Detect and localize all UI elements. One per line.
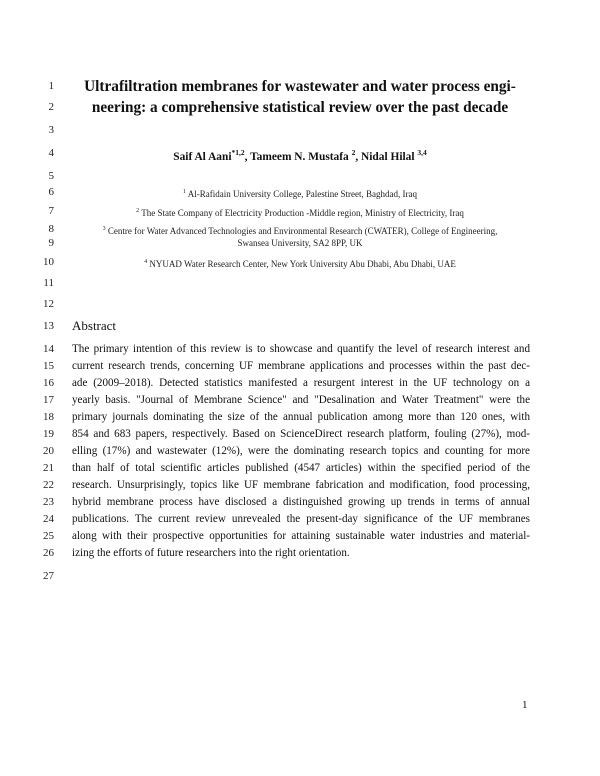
line-number: 13: [43, 320, 54, 332]
line-number: 12: [43, 298, 54, 310]
line-number: 15: [43, 360, 54, 372]
line-number: 23: [43, 496, 54, 508]
author-name: Saif Al Aani: [173, 150, 232, 163]
line-number: 21: [43, 462, 54, 474]
abstract-heading: Abstract: [72, 318, 117, 333]
line-number: 7: [48, 205, 54, 217]
abstract-line: elling (17%) and wastewater (12%), were the dominating research topics and counting for more: [72, 445, 530, 457]
line-number: 6: [48, 186, 54, 198]
affiliation-2: $^2$ The State Company of Electricity Production -Middle region, Ministry of Electricity, Iraq: [136, 208, 464, 218]
abstract-line: ade (2009–2018). Detected statistics manifested a resurgent interest in the UF technology on a: [72, 377, 530, 389]
line-number: 1: [48, 80, 54, 92]
abstract-line: hybrid membrane process have disclosed a distinguished growing up trends in terms of annual: [72, 496, 530, 508]
abstract-line: along with their prospective opportunities for attaining sustainable water industries and material-: [72, 530, 530, 542]
author-affiliation-mark: *1,2: [231, 148, 245, 157]
abstract-line: 854 and 683 papers, respectively. Based on ScienceDirect research platform, fouling (27%), mod-: [72, 428, 530, 440]
affiliation-4: $^4$ NYUAD Water Research Center, New York University Abu Dhabi, Abu Dhabi, UAE: [144, 259, 456, 269]
line-number: 11: [43, 277, 54, 289]
affiliation-3: $^3$ Centre for Water Advanced Technologies and Environmental Research (CWATER), College of Engineering,: [102, 226, 498, 236]
line-number: 22: [43, 479, 54, 491]
line-number: 26: [43, 547, 54, 559]
line-number: 18: [43, 411, 54, 423]
line-number: 19: [43, 428, 54, 440]
line-number: 25: [43, 530, 54, 542]
affiliation-3-continued: Swansea University, SA2 8PP, UK: [237, 238, 363, 248]
paper-title-line-2: neering: a comprehensive statistical review over the past decade: [91, 99, 509, 116]
abstract-line: primary journals dominating the size of the annual publication among more than 120 ones, with: [72, 411, 530, 423]
line-number: 9: [48, 237, 54, 249]
abstract-line: yearly basis. "Journal of Membrane Science" and "Desalination and Water Treatment" were the: [72, 394, 530, 406]
abstract-line: than half of total scientific articles published (4547 articles) within the specified period of the: [72, 462, 530, 474]
author-affiliation-mark: 3,4: [417, 148, 427, 157]
abstract-line: research. Unsurprisingly, topics like UF membrane fabrication and modification, food processing,: [72, 479, 530, 491]
author-affiliation-mark: 2: [351, 148, 356, 157]
line-number: 4: [48, 147, 54, 159]
line-number: 17: [43, 394, 54, 406]
line-number: 20: [43, 445, 54, 457]
line-number: 2: [48, 101, 54, 113]
page-number: 1: [522, 699, 528, 711]
line-number: 27: [43, 570, 54, 582]
line-number: 8: [48, 223, 54, 235]
abstract-line: publications. The current review unrevealed the present-day significance of the UF membranes: [72, 513, 530, 525]
line-number: 10: [43, 256, 54, 268]
line-number: 16: [43, 377, 54, 389]
line-number: 5: [48, 170, 54, 182]
affiliation-1: $^1$ Al-Rafidain University College, Palestine Street, Baghdad, Iraq: [183, 189, 417, 199]
line-number: 14: [43, 343, 54, 355]
abstract-line: izing the efforts of future researchers into the right orientation.: [72, 547, 350, 559]
line-number: 24: [43, 513, 54, 525]
author-name: Tameem N. Mustafa: [250, 150, 352, 163]
line-number: 3: [48, 124, 54, 136]
author-name: Nidal Hilal: [361, 150, 418, 163]
author-list: Saif Al Aani$^{*1,2}$, Tameem N. Mustafa $^2$, Nidal Hilal $^{3,4}$: [173, 148, 427, 163]
abstract-line: The primary intention of this review is to showcase and quantify the level of research interest and: [72, 343, 530, 355]
abstract-line: current research trends, concerning UF membrane applications and processes within the past dec-: [72, 360, 530, 372]
paper-title-line-1: Ultrafiltration membranes for wastewater and water process engi-: [84, 78, 516, 95]
